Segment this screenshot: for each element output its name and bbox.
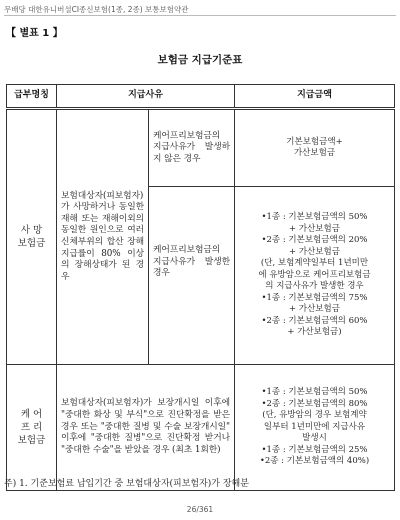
table-row-death-sub1 (7, 109, 395, 187)
page-title: 보험금 지급기준표 (157, 54, 243, 66)
carefree-category-line-3: 보험금 (17, 435, 46, 447)
header-divider (4, 15, 396, 16)
death-sub1-reason-cell: 케어프리보험금의 지급사유가 발생하지 않은 경우 (149, 109, 235, 187)
death-sub1-amount-cell (235, 109, 395, 187)
benefit-table (6, 84, 395, 491)
death-sub2-amount-cell (235, 187, 395, 365)
amount-line: 일부터 1년미만에 지급사유 (263, 421, 366, 432)
amount-line: •1종 : 기본보험금액의 50% (261, 212, 368, 223)
amount-line: 기본보험금액+ (286, 136, 343, 147)
footnote: 주) 1. 기준보험료 납입기간 중 보험대상자(피보험자)가 장해분 (4, 479, 249, 489)
amount-line: + 가산보험금 (289, 223, 340, 234)
carefree-reason-cell: 보험대상자(피보험자)가 보장개시일 이후에 "중대한 화상 및 부식"으로 진단확정을 받은 경우 또는 "중대한 질병 및 수술 보장개시일" 이후에 "중대한 질병"으로 진단확정 받거나 "중대한 수술"을 받았을 경우 (최초 1회한) (57, 365, 235, 491)
header-amount: 지급금액 (235, 85, 395, 109)
table-header-row (7, 85, 395, 109)
death-sub2-reason-cell: 케어프리보험금의 지급사유가 발생한 경우 (149, 187, 235, 365)
amount-line: •2종 : 기본보험금액의 60% (261, 315, 368, 326)
amount-line: 에 유방암으로 케어프리보험금 (258, 269, 371, 280)
amount-line: •1종 : 기본보험금액의 75% (261, 292, 368, 303)
carefree-category-line-1: 케 어 (20, 408, 43, 420)
death-category-line-1: 사 망 (20, 224, 43, 236)
carefree-category-cell (7, 365, 57, 491)
carefree-category-line-2: 프 리 (20, 421, 43, 433)
appendix-label: 【 별표 1 】 (6, 28, 63, 39)
carefree-amount-cell (235, 365, 395, 491)
table-row-carefree (7, 365, 395, 491)
death-reason-cell: 보험대상자(피보험자)가 사망하거나 동일한 재해 또는 재해이외의 동일한 원인으로 여러 신체부위의 합산 장해지급률이 80% 이상의 장해상태가 된 경우 (57, 109, 149, 365)
amount-line: •1종 : 기본보험금액의 25% (261, 444, 368, 455)
amount-line: 가산보험금 (293, 148, 336, 158)
amount-line: 의 지급사유가 발생한 경우 (265, 281, 364, 292)
document-header: 무배당 대한유니버셜CI종신보험(1종, 2종) 보통보험약관 (4, 5, 189, 14)
amount-line: •1종 : 기본보험금액의 50% (261, 387, 368, 398)
amount-line: (단, 유방암의 경우 보험계약 (262, 410, 367, 421)
death-category-cell (7, 109, 57, 365)
death-category-line-2: 보험금 (17, 238, 46, 249)
amount-line: + 가산보험금) (287, 327, 342, 338)
amount-line: 발생시 (302, 433, 327, 444)
header-category: 급부명칭 (7, 85, 57, 109)
amount-line: •2종 : 기본보험금액의 80% (261, 398, 368, 409)
amount-line: (단, 보험계약일부터 1년미만 (260, 258, 369, 269)
amount-line: + 가산보험금 (289, 246, 340, 257)
amount-line: •2종 : 기본보험금액의 40%) (259, 456, 370, 467)
amount-line: + 가산보험금 (289, 304, 340, 315)
page-number: 26/361 (186, 505, 214, 514)
amount-line: •2종 : 기본보험금액의 20% (261, 235, 368, 246)
header-reason: 지급사유 (57, 85, 235, 109)
